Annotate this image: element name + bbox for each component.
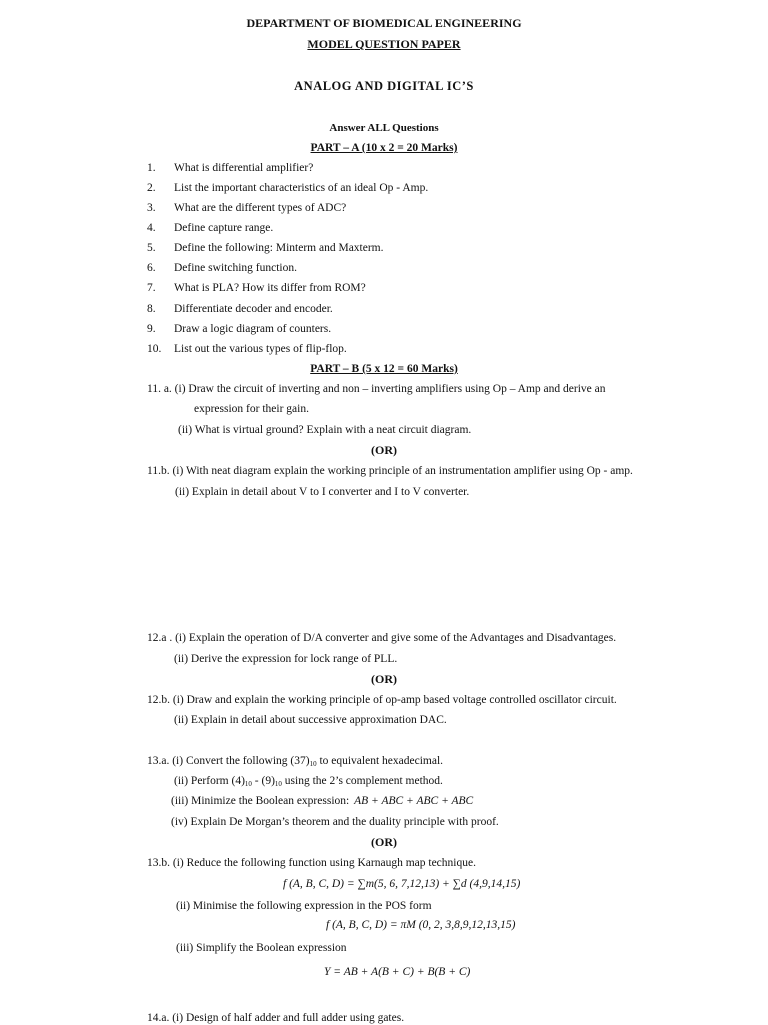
question-text: What is PLA? How its differ from ROM?: [174, 282, 366, 294]
question-number: 10.: [147, 343, 162, 355]
question-number: 7.: [147, 282, 156, 294]
q13a-part-iii: [171, 794, 473, 808]
question-text: Differentiate decoder and encoder.: [174, 303, 333, 315]
q12b-part-ii: (ii) Explain in detail about successive approximation DAC.: [174, 714, 447, 726]
question-number: 3.: [147, 202, 156, 214]
or-separator: (OR): [371, 672, 397, 686]
q12a-part-i: 12.a . (i) Explain the operation of D/A converter and give some of the Advantages and Disadvantages.: [147, 632, 617, 644]
pos-function-expression: f (A, B, C, D) = πM (0, 2, 3,8,9,12,13,15): [326, 919, 516, 931]
simplify-expression: Y = AB + A(B + C) + B(B + C): [324, 966, 471, 978]
question-number: 8.: [147, 303, 156, 315]
or-separator: (OR): [371, 443, 397, 457]
q11b-part-i: 11.b. (i) With neat diagram explain the working principle of an instrumentation amplifier using Op - amp.: [147, 465, 633, 477]
question-number: 9.: [147, 323, 156, 335]
subject-heading: ANALOG AND DIGITAL IC’S: [294, 79, 474, 93]
question-text: List the important characteristics of an ideal Op - Amp.: [174, 182, 429, 194]
paper-type-heading: MODEL QUESTION PAPER: [307, 37, 461, 51]
part-b-title: PART – B (5 x 12 = 60 Marks): [310, 363, 458, 375]
question-number: 4.: [147, 222, 156, 234]
question-text: Define the following: Minterm and Maxterm.: [174, 242, 384, 254]
question-number: 5.: [147, 242, 156, 254]
or-separator: (OR): [371, 835, 397, 849]
question-text: Define switching function.: [174, 262, 297, 274]
q13a-ii-pre: (ii) Perform (4): [174, 775, 245, 787]
q11a-part-ii: (ii) What is virtual ground? Explain with a neat circuit diagram.: [178, 424, 472, 436]
q12b-part-i: 12.b. (i) Draw and explain the working principle of op-amp based voltage controlled oscillator circuit.: [147, 694, 617, 706]
q13b-part-i: 13.b. (i) Reduce the following function using Karnaugh map technique.: [147, 857, 476, 869]
question-text: Draw a logic diagram of counters.: [174, 323, 332, 335]
q11a-line1: 11. a. (i) Draw the circuit of inverting and non – inverting amplifiers using Op – Amp and derive an: [147, 383, 606, 395]
q13a-part-ii: [174, 774, 443, 791]
question-number: 1.: [147, 162, 156, 174]
q14a-part-i: 14.a. (i) Design of half adder and full adder using gates.: [147, 1012, 405, 1024]
q12a-part-ii: (ii) Derive the expression for lock range of PLL.: [174, 653, 398, 665]
part-a-title: PART – A (10 x 2 = 20 Marks): [310, 142, 458, 154]
q13a-ii-post: using the 2’s complement method.: [281, 775, 443, 787]
question-number: 2.: [147, 182, 156, 194]
department-heading: DEPARTMENT OF BIOMEDICAL ENGINEERING: [246, 16, 522, 30]
boolean-expression: AB + ABC + ABC + ABC: [354, 795, 474, 807]
question-text: What is differential amplifier?: [174, 162, 314, 174]
q13a-iii-text: (iii) Minimize the Boolean expression:: [171, 795, 350, 807]
question-text: What are the different types of ADC?: [174, 202, 347, 214]
base-subscript: 10: [309, 760, 317, 768]
q13b-part-ii: (ii) Minimise the following expression in the POS form: [176, 900, 432, 912]
q13a-ii-mid: - (9): [251, 775, 275, 787]
base-subscript: 10: [274, 780, 282, 788]
q11b-part-ii: (ii) Explain in detail about V to I converter and I to V converter.: [175, 486, 470, 498]
kmap-function-expression: f (A, B, C, D) = ∑m(5, 6, 7,12,13) + ∑d (4,9,14,15): [283, 878, 521, 890]
q13b-part-iii: (iii) Simplify the Boolean expression: [176, 942, 347, 954]
base-subscript: 10: [244, 780, 252, 788]
instruction-text: Answer ALL Questions: [329, 122, 439, 134]
q13a-part-i: [147, 754, 443, 771]
question-text: Define capture range.: [174, 222, 274, 234]
q13a-i-post: to equivalent hexadecimal.: [316, 755, 444, 767]
q13a-i-pre: 13.a. (i) Convert the following (37): [147, 755, 310, 767]
q11a-line2: expression for their gain.: [194, 403, 309, 415]
question-number: 6.: [147, 262, 156, 274]
q13a-part-iv: (iv) Explain De Morgan’s theorem and the duality principle with proof.: [171, 816, 499, 828]
question-text: List out the various types of flip-flop.: [174, 343, 347, 355]
